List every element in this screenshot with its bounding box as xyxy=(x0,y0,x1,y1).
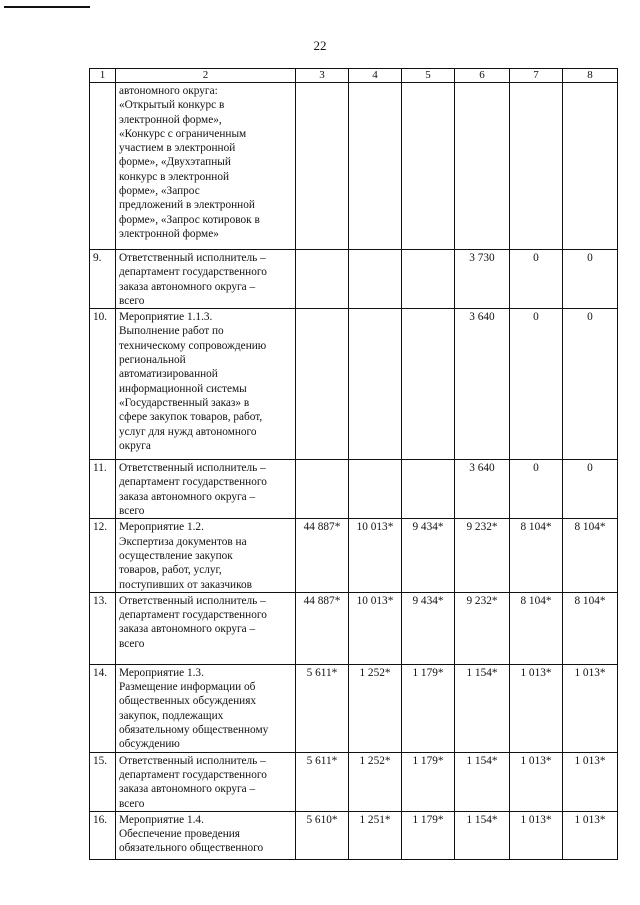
value-cell: 1 251* xyxy=(349,811,402,859)
header-row xyxy=(90,69,618,83)
description-line: услуг для нужд автономного xyxy=(119,425,257,438)
description-line: электронной форме», xyxy=(119,113,222,126)
table-row xyxy=(90,664,618,752)
column-header: 3 xyxy=(296,69,349,83)
value-cell: 10 013* xyxy=(349,592,402,664)
row-number: 14. xyxy=(90,664,116,752)
value-cell: 3 640 xyxy=(455,460,510,519)
row-number: 15. xyxy=(90,752,116,811)
table-row xyxy=(90,592,618,664)
value-cell: 1 013* xyxy=(510,811,563,859)
row-number: 11. xyxy=(90,460,116,519)
table-row xyxy=(90,752,618,811)
value-cell xyxy=(296,250,349,309)
value-cell: 9 434* xyxy=(402,519,455,592)
row-description xyxy=(116,309,296,460)
column-header: 7 xyxy=(510,69,563,83)
description-line: товаров, работ, услуг, xyxy=(119,564,222,577)
description-line: Мероприятие 1.3. xyxy=(119,666,204,679)
value-cell: 0 xyxy=(510,460,563,519)
description-line: Ответственный исполнитель – xyxy=(119,754,266,767)
value-cell xyxy=(402,460,455,519)
value-cell: 44 887* xyxy=(296,519,349,592)
description-line: Мероприятие 1.4. xyxy=(119,813,204,826)
value-cell: 5 611* xyxy=(296,752,349,811)
row-number: 12. xyxy=(90,519,116,592)
column-header: 5 xyxy=(402,69,455,83)
value-cell xyxy=(402,83,455,250)
value-cell: 0 xyxy=(510,250,563,309)
row-number xyxy=(90,83,116,250)
description-line: автоматизированной xyxy=(119,368,218,381)
description-line: всего xyxy=(119,797,145,810)
description-line: Выполнение работ по xyxy=(119,325,224,338)
description-line: электронной форме» xyxy=(119,227,219,240)
value-cell: 1 179* xyxy=(402,811,455,859)
description-line: информационной системы xyxy=(119,382,247,395)
table-row xyxy=(90,309,618,460)
description-line: заказа автономного округа – xyxy=(119,490,256,503)
value-cell xyxy=(296,460,349,519)
description-line: осуществление закупок xyxy=(119,549,233,562)
description-line: техническому сопровождению xyxy=(119,339,267,352)
value-cell: 0 xyxy=(563,309,618,460)
row-description xyxy=(116,519,296,592)
description-line: Экспертиза документов на xyxy=(119,535,247,548)
table-row xyxy=(90,83,618,250)
value-cell xyxy=(296,309,349,460)
program-table xyxy=(89,68,618,860)
description-line: заказа автономного округа – xyxy=(119,280,256,293)
value-cell xyxy=(402,309,455,460)
description-line: департамент государственного xyxy=(119,266,267,279)
description-line: всего xyxy=(119,294,145,307)
value-cell xyxy=(563,83,618,250)
value-cell: 8 104* xyxy=(563,519,618,592)
value-cell: 1 154* xyxy=(455,811,510,859)
description-line: заказа автономного округа – xyxy=(119,623,256,636)
row-number: 9. xyxy=(90,250,116,309)
top-rule xyxy=(4,6,90,8)
row-number: 16. xyxy=(90,811,116,859)
value-cell xyxy=(455,83,510,250)
value-cell: 10 013* xyxy=(349,519,402,592)
description-line: обсуждению xyxy=(119,738,180,751)
description-line: сфере закупок товаров, работ, xyxy=(119,411,263,424)
value-cell: 8 104* xyxy=(510,592,563,664)
description-line: Ответственный исполнитель – xyxy=(119,252,266,264)
value-cell: 1 013* xyxy=(563,811,618,859)
description-line: департамент государственного xyxy=(119,476,267,489)
row-description xyxy=(116,752,296,811)
value-cell xyxy=(349,83,402,250)
description-line: «Конкурс с ограниченным xyxy=(119,127,247,140)
value-cell: 0 xyxy=(510,309,563,460)
value-cell xyxy=(349,460,402,519)
description-line: «Открытый конкурс в xyxy=(119,99,225,112)
table-body xyxy=(90,69,618,860)
value-cell: 0 xyxy=(563,250,618,309)
description-line: Мероприятие 1.1.3. xyxy=(119,311,213,324)
description-line: всего xyxy=(119,637,145,650)
value-cell: 0 xyxy=(563,460,618,519)
value-cell: 3 730 xyxy=(455,250,510,309)
description-line: форме», «Двухэтапный xyxy=(119,156,231,169)
value-cell: 1 252* xyxy=(349,664,402,752)
value-cell: 3 640 xyxy=(455,309,510,460)
value-cell: 8 104* xyxy=(510,519,563,592)
value-cell xyxy=(349,250,402,309)
table-row xyxy=(90,519,618,592)
description-line: Мероприятие 1.2. xyxy=(119,521,204,534)
row-description xyxy=(116,83,296,250)
value-cell: 1 013* xyxy=(563,752,618,811)
value-cell: 9 434* xyxy=(402,592,455,664)
description-line: департамент государственного xyxy=(119,609,267,622)
value-cell: 1 013* xyxy=(563,664,618,752)
table-row xyxy=(90,811,618,859)
description-line: участием в электронной xyxy=(119,142,236,155)
value-cell: 9 232* xyxy=(455,519,510,592)
value-cell: 8 104* xyxy=(563,592,618,664)
row-description xyxy=(116,664,296,752)
row-description xyxy=(116,460,296,519)
page-number: 22 xyxy=(313,38,327,53)
description-line: общественных обсуждениях xyxy=(119,695,257,708)
description-line: заказа автономного округа – xyxy=(119,783,256,796)
table-row xyxy=(90,460,618,519)
description-line: Ответственный исполнитель – xyxy=(119,462,266,475)
column-header: 8 xyxy=(563,69,618,83)
table-row xyxy=(90,250,618,309)
value-cell xyxy=(510,83,563,250)
row-description xyxy=(116,811,296,859)
value-cell: 5 610* xyxy=(296,811,349,859)
description-line: округа xyxy=(119,439,151,452)
description-line: форме», «Запрос котировок в xyxy=(119,213,260,226)
description-line: предложений в электронной xyxy=(119,199,255,212)
value-cell: 1 154* xyxy=(455,752,510,811)
column-header: 2 xyxy=(116,69,296,83)
description-line: департамент государственного xyxy=(119,768,267,781)
value-cell: 1 179* xyxy=(402,664,455,752)
description-line: конкурс в электронной xyxy=(119,170,230,183)
description-line: Размещение информации об xyxy=(119,681,256,694)
value-cell: 1 013* xyxy=(510,752,563,811)
description-line: «Государственный заказ» в xyxy=(119,396,250,409)
description-line: Обеспечение проведения xyxy=(119,828,240,841)
value-cell: 1 013* xyxy=(510,664,563,752)
value-cell xyxy=(349,309,402,460)
value-cell: 1 252* xyxy=(349,752,402,811)
value-cell: 9 232* xyxy=(455,592,510,664)
description-line: региональной xyxy=(119,354,186,367)
value-cell: 44 887* xyxy=(296,592,349,664)
description-line: закупок, подлежащих xyxy=(119,709,224,722)
column-header: 6 xyxy=(455,69,510,83)
description-line: обязательному общественному xyxy=(119,724,269,737)
value-cell: 1 154* xyxy=(455,664,510,752)
value-cell: 5 611* xyxy=(296,664,349,752)
description-line: поступивших от заказчиков xyxy=(119,578,252,591)
description-line: форме», «Запрос xyxy=(119,185,200,198)
row-description xyxy=(116,592,296,664)
column-header: 1 xyxy=(90,69,116,83)
description-line: всего xyxy=(119,505,145,518)
value-cell: 1 179* xyxy=(402,752,455,811)
row-description xyxy=(116,250,296,309)
row-number: 13. xyxy=(90,592,116,664)
description-line: обязательного общественного xyxy=(119,842,264,855)
row-number: 10. xyxy=(90,309,116,460)
description-line: автономного округа: xyxy=(119,85,218,97)
column-header: 4 xyxy=(349,69,402,83)
value-cell xyxy=(402,250,455,309)
value-cell xyxy=(296,83,349,250)
description-line: Ответственный исполнитель – xyxy=(119,594,266,607)
